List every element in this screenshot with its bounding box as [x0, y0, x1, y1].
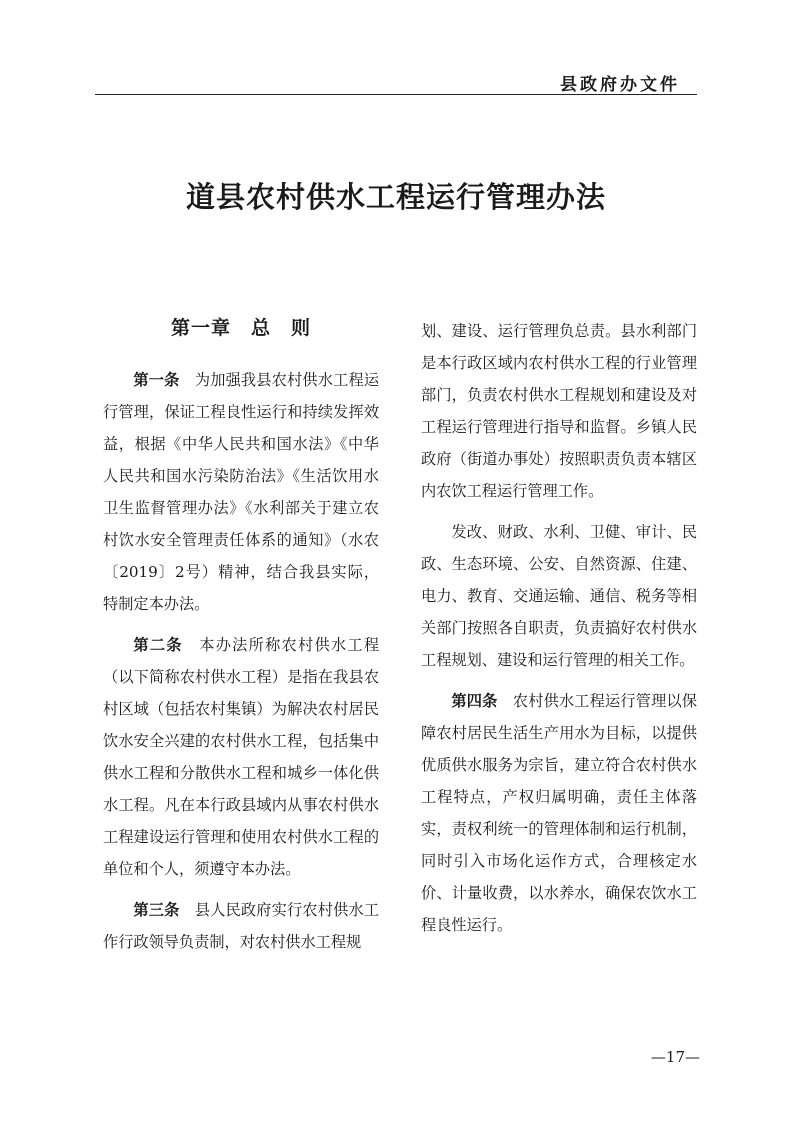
- article-2-text: 本办法所称农村供水工程（以下简称农村供水工程）是指在我县农村区域（包括农村集镇）为解决农村居民饮水安全兴建的农村供水工程，包括集中供水工程和分散供水工程和城乡一体化供水工程。凡在本行政县域内从事农村供水工程建设运行管理和使用农村供水工程的单位和个人，须遵守本办法。: [103, 636, 380, 878]
- header-divider: [95, 94, 697, 95]
- page-number: —17—: [650, 1048, 700, 1066]
- article-1: [103, 364, 379, 620]
- right-column: [421, 315, 697, 950]
- article-3-heading: 第三条: [133, 901, 180, 919]
- left-column: [103, 312, 379, 967]
- document-category-label: 县政府办文件: [560, 75, 680, 95]
- article-3-text: 县人民政府实行农村供水工作行政领导负责制，对农村供水工程规: [103, 901, 380, 951]
- article-3-paragraph-2: 发改、财政、水利、卫健、审计、民政、生态环境、公安、自然资源、住建、电力、教育、交通运输、通信、税务等相关部门按照各自职责，负责搞好农村供水工程规划、建设和运行管理的相关工作。: [421, 523, 697, 669]
- article-3: [103, 894, 379, 958]
- article-3-continued: 划、建设、运行管理负总责。县水利部门是本行政区域内农村供水工程的行业管理部门，负责农村供水工程规划和建设及对工程运行管理进行指导和监督。乡镇人民政府（街道办事处）按照职责负责本辖区内农饮工程运行管理工作。: [421, 322, 697, 500]
- article-1-heading: 第一条: [133, 371, 180, 389]
- article-2: [103, 629, 379, 885]
- article-4: [421, 685, 697, 941]
- document-title: 道县农村供水工程运行管理办法: [185, 180, 606, 214]
- article-4-text: 农村供水工程运行管理以保障农村居民生活生产用水为目标，以提供优质供水服务为宗旨，建立符合农村供水工程特点，产权归属明确，责任主体落实，责权利统一的管理体制和运行机制，同时引入市场化运作方式，合理核定水价、计量收费，以水养水，确保农饮水工程良性运行。: [421, 692, 698, 934]
- chapter-heading: 第一章 总 则: [170, 317, 311, 339]
- article-1-text: 为加强我县农村供水工程运行管理，保证工程良性运行和持续发挥效益，根据《中华人民共和国水法》《中华人民共和国水污染防治法》《生活饮用水卫生监督管理办法》《水利部关于建立农村饮水安全管理责任体系的通知》（水农〔2019〕2号）精神，结合我县实际，特制定本办法。: [103, 371, 380, 613]
- article-4-heading: 第四条: [451, 692, 498, 710]
- article-2-heading: 第二条: [133, 636, 183, 654]
